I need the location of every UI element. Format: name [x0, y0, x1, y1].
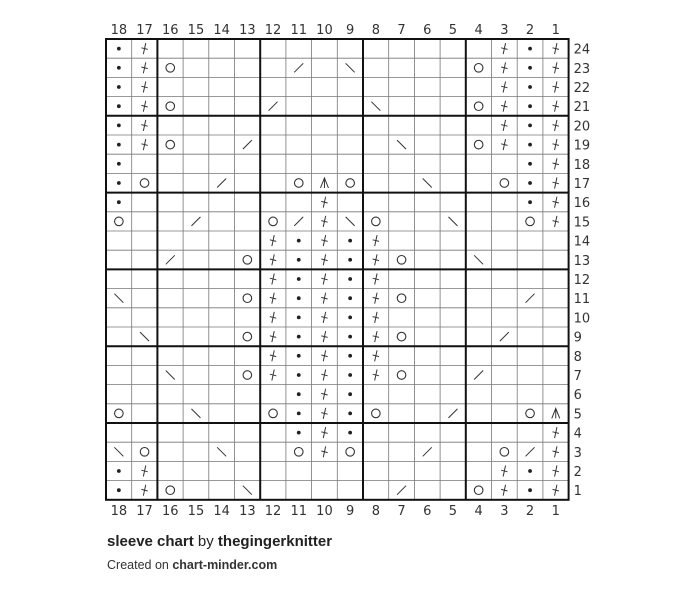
twisted-stitch-symbol — [373, 350, 379, 361]
yarn-over-circle-symbol — [166, 64, 175, 73]
row-number: 2 — [573, 465, 582, 480]
row-number: 18 — [573, 157, 591, 173]
left-slant-decrease-symbol — [191, 409, 200, 418]
twisted-stitch-symbol — [321, 350, 327, 361]
purl-dot-symbol — [348, 392, 352, 396]
column-number-top: 3 — [500, 23, 509, 38]
yarn-over-circle-symbol — [115, 217, 124, 226]
yarn-over-circle-symbol — [140, 179, 149, 188]
yarn-over-circle-symbol — [140, 448, 149, 457]
right-slant-decrease-symbol — [397, 486, 406, 495]
left-slant-decrease-symbol — [397, 140, 406, 149]
row-number: 22 — [573, 81, 591, 96]
column-number-top: 13 — [239, 23, 256, 38]
left-slant-decrease-symbol — [474, 255, 483, 264]
row-number: 6 — [573, 388, 582, 404]
left-slant-decrease-symbol — [114, 447, 123, 456]
purl-dot-symbol — [348, 431, 352, 435]
yarn-over-circle-symbol — [294, 179, 303, 188]
column-number-bottom: 4 — [474, 503, 483, 519]
yarn-over-circle-symbol — [397, 255, 406, 264]
yarn-over-circle-symbol — [397, 294, 406, 303]
column-number-bottom: 5 — [448, 503, 458, 519]
column-number-bottom: 3 — [500, 503, 509, 519]
twisted-stitch-symbol — [501, 466, 507, 477]
right-slant-decrease-symbol — [269, 102, 278, 111]
twisted-stitch-symbol — [553, 178, 559, 189]
twisted-stitch-symbol — [141, 120, 147, 131]
credit-line — [107, 558, 332, 572]
left-slant-decrease-symbol — [346, 63, 355, 72]
left-slant-decrease-symbol — [243, 486, 252, 495]
purl-dot-symbol — [348, 373, 352, 377]
column-number-bottom: 12 — [264, 503, 282, 519]
left-slant-decrease-symbol — [114, 294, 123, 303]
yarn-over-circle-symbol — [115, 409, 124, 418]
purl-dot-symbol — [528, 162, 532, 166]
created-prefix: Created on — [107, 558, 169, 572]
purl-dot-symbol — [348, 316, 352, 320]
twisted-stitch-symbol — [501, 62, 507, 73]
yarn-over-circle-symbol — [166, 486, 175, 495]
twisted-stitch-symbol — [321, 293, 327, 304]
purl-dot-symbol — [297, 431, 301, 435]
title-line — [107, 533, 332, 550]
twisted-stitch-symbol — [553, 158, 559, 169]
twisted-stitch-symbol — [553, 43, 559, 54]
twisted-stitch-symbol — [321, 235, 327, 246]
yarn-over-circle-symbol — [474, 486, 483, 495]
purl-dot-symbol — [297, 239, 301, 243]
column-number-top: 7 — [397, 23, 406, 38]
yarn-over-circle-symbol — [500, 179, 509, 188]
right-slant-decrease-symbol — [500, 332, 509, 341]
twisted-stitch-symbol — [553, 101, 559, 112]
column-number-top: 14 — [213, 23, 230, 38]
purl-dot-symbol — [117, 143, 121, 147]
row-number: 7 — [573, 369, 582, 384]
row-number: 15 — [573, 215, 591, 231]
yarn-over-circle-symbol — [269, 217, 278, 226]
right-slant-decrease-symbol — [526, 294, 535, 303]
right-slant-decrease-symbol — [423, 447, 432, 456]
twisted-stitch-symbol — [270, 312, 276, 323]
twisted-stitch-symbol — [321, 427, 327, 438]
twisted-stitch-symbol — [141, 62, 147, 73]
right-slant-decrease-symbol — [474, 371, 483, 380]
purl-dot-symbol — [117, 66, 121, 70]
twisted-stitch-symbol — [141, 466, 147, 477]
row-number: 3 — [573, 445, 582, 461]
row-number: 24 — [573, 42, 591, 58]
column-number-top: 17 — [136, 23, 153, 38]
column-number-bottom: 14 — [213, 503, 230, 519]
author-name[interactable]: thegingerknitter — [217, 533, 333, 550]
purl-dot-symbol — [528, 143, 532, 147]
purl-dot-symbol — [528, 124, 532, 128]
left-slant-decrease-symbol — [140, 332, 149, 341]
column-number-bottom: 6 — [423, 503, 432, 519]
purl-dot-symbol — [528, 66, 532, 70]
twisted-stitch-symbol — [321, 331, 327, 342]
twisted-stitch-symbol — [141, 101, 147, 112]
yarn-over-circle-symbol — [243, 371, 252, 380]
column-number-top: 16 — [161, 23, 179, 38]
twisted-stitch-symbol — [553, 427, 559, 438]
row-number: 17 — [573, 177, 591, 192]
twisted-stitch-symbol — [553, 485, 559, 496]
column-number-bottom: 13 — [239, 503, 256, 519]
right-slant-decrease-symbol — [191, 217, 200, 226]
twisted-stitch-symbol — [501, 485, 507, 496]
twisted-stitch-symbol — [553, 197, 559, 208]
yarn-over-circle-symbol — [372, 409, 381, 418]
yarn-over-circle-symbol — [243, 255, 252, 264]
left-slant-decrease-symbol — [448, 217, 457, 226]
twisted-stitch-symbol — [141, 485, 147, 496]
column-number-top: 11 — [290, 23, 308, 38]
column-number-bottom: 18 — [110, 503, 128, 519]
column-number-bottom: 7 — [397, 503, 406, 519]
yarn-over-circle-symbol — [372, 217, 381, 226]
twisted-stitch-symbol — [321, 216, 327, 227]
twisted-stitch-symbol — [373, 254, 379, 265]
twisted-stitch-symbol — [321, 446, 327, 457]
left-slant-decrease-symbol — [217, 447, 226, 456]
purl-dot-symbol — [117, 162, 121, 166]
purl-dot-symbol — [297, 392, 301, 396]
left-slant-decrease-symbol — [346, 217, 355, 226]
twisted-stitch-symbol — [270, 235, 276, 246]
purl-dot-symbol — [528, 488, 532, 492]
twisted-stitch-symbol — [501, 82, 507, 93]
twisted-stitch-symbol — [553, 466, 559, 477]
column-number-top: 9 — [346, 23, 355, 38]
row-number: 9 — [573, 330, 582, 346]
purl-dot-symbol — [117, 200, 121, 204]
column-number-bottom: 17 — [136, 503, 153, 519]
left-slant-decrease-symbol — [423, 179, 432, 188]
purl-dot-symbol — [348, 412, 352, 416]
row-number: 13 — [573, 253, 591, 269]
purl-dot-symbol — [297, 412, 301, 416]
twisted-stitch-symbol — [321, 370, 327, 381]
row-number: 8 — [573, 349, 582, 365]
column-number-bottom: 1 — [551, 503, 560, 519]
yarn-over-circle-symbol — [397, 332, 406, 341]
row-number: 21 — [573, 100, 591, 116]
right-slant-decrease-symbol — [166, 255, 175, 264]
twisted-stitch-symbol — [553, 120, 559, 131]
purl-dot-symbol — [297, 316, 301, 320]
yarn-over-circle-symbol — [526, 409, 535, 418]
row-number: 4 — [573, 426, 582, 442]
column-number-bottom: 16 — [161, 503, 179, 519]
purl-dot-symbol — [348, 335, 352, 339]
twisted-stitch-symbol — [501, 43, 507, 54]
purl-dot-symbol — [348, 277, 352, 281]
row-number: 10 — [573, 311, 591, 327]
twisted-stitch-symbol — [373, 312, 379, 323]
purl-dot-symbol — [528, 200, 532, 204]
twisted-stitch-symbol — [501, 101, 507, 112]
left-slant-decrease-symbol — [166, 371, 175, 380]
purl-dot-symbol — [528, 85, 532, 89]
twisted-stitch-symbol — [270, 331, 276, 342]
twisted-stitch-symbol — [141, 43, 147, 54]
column-number-top: 8 — [371, 23, 380, 38]
twisted-stitch-symbol — [373, 293, 379, 304]
right-slant-decrease-symbol — [217, 179, 226, 188]
twisted-stitch-symbol — [553, 82, 559, 93]
purl-dot-symbol — [117, 85, 121, 89]
twisted-stitch-symbol — [321, 197, 327, 208]
twisted-stitch-symbol — [501, 139, 507, 150]
right-slant-decrease-symbol — [526, 447, 535, 456]
column-number-bottom: 2 — [525, 503, 535, 519]
yarn-over-circle-symbol — [166, 140, 175, 149]
purl-dot-symbol — [297, 277, 301, 281]
purl-dot-symbol — [528, 469, 532, 473]
purl-dot-symbol — [297, 335, 301, 339]
purl-dot-symbol — [297, 354, 301, 358]
twisted-stitch-symbol — [373, 370, 379, 381]
column-number-bottom: 15 — [187, 503, 205, 519]
chart-caption — [107, 533, 332, 572]
yarn-over-circle-symbol — [474, 64, 483, 73]
purl-dot-symbol — [117, 124, 121, 128]
right-slant-decrease-symbol — [294, 63, 303, 72]
purl-dot-symbol — [348, 354, 352, 358]
row-number: 16 — [573, 196, 591, 212]
purl-dot-symbol — [297, 258, 301, 262]
left-slant-decrease-symbol — [371, 102, 380, 111]
yarn-over-circle-symbol — [294, 448, 303, 457]
yarn-over-circle-symbol — [243, 294, 252, 303]
purl-dot-symbol — [348, 258, 352, 262]
twisted-stitch-symbol — [501, 120, 507, 131]
purl-dot-symbol — [528, 181, 532, 185]
column-number-top: 12 — [264, 23, 282, 38]
row-number: 11 — [573, 292, 591, 308]
twisted-stitch-symbol — [321, 274, 327, 285]
column-number-top: 4 — [474, 23, 483, 38]
purl-dot-symbol — [348, 239, 352, 243]
purl-dot-symbol — [297, 296, 301, 300]
column-number-top: 15 — [187, 23, 205, 38]
site-link[interactable]: chart-minder.com — [172, 558, 278, 572]
row-number: 5 — [573, 407, 582, 423]
yarn-over-circle-symbol — [269, 409, 278, 418]
yarn-over-circle-symbol — [166, 102, 175, 111]
yarn-over-circle-symbol — [474, 102, 483, 111]
twisted-stitch-symbol — [373, 331, 379, 342]
row-number: 14 — [573, 234, 591, 250]
twisted-stitch-symbol — [321, 389, 327, 400]
row-number: 12 — [573, 273, 591, 288]
purl-dot-symbol — [117, 469, 121, 473]
centered-double-decrease-symbol — [552, 408, 560, 418]
column-number-bottom: 9 — [346, 503, 355, 519]
column-number-top: 10 — [316, 23, 333, 38]
twisted-stitch-symbol — [373, 235, 379, 246]
row-number: 1 — [573, 484, 582, 500]
column-number-top: 6 — [423, 23, 432, 38]
twisted-stitch-symbol — [321, 312, 327, 323]
purl-dot-symbol — [297, 373, 301, 377]
row-number: 20 — [573, 119, 591, 135]
yarn-over-circle-symbol — [346, 448, 355, 457]
twisted-stitch-symbol — [270, 293, 276, 304]
yarn-over-circle-symbol — [346, 179, 355, 188]
chart-title: sleeve chart — [107, 533, 194, 550]
yarn-over-circle-symbol — [474, 140, 483, 149]
yarn-over-circle-symbol — [526, 217, 535, 226]
yarn-over-circle-symbol — [243, 332, 252, 341]
column-number-bottom: 8 — [371, 503, 380, 519]
twisted-stitch-symbol — [270, 274, 276, 285]
column-number-top: 5 — [448, 23, 458, 38]
right-slant-decrease-symbol — [294, 217, 303, 226]
purl-dot-symbol — [117, 47, 121, 51]
column-number-bottom: 10 — [316, 503, 333, 519]
twisted-stitch-symbol — [373, 274, 379, 285]
twisted-stitch-symbol — [553, 62, 559, 73]
column-number-top: 1 — [551, 23, 560, 38]
twisted-stitch-symbol — [553, 216, 559, 227]
twisted-stitch-symbol — [270, 254, 276, 265]
purl-dot-symbol — [117, 488, 121, 492]
twisted-stitch-symbol — [141, 82, 147, 93]
purl-dot-symbol — [117, 181, 121, 185]
twisted-stitch-symbol — [553, 139, 559, 150]
twisted-stitch-symbol — [141, 139, 147, 150]
right-slant-decrease-symbol — [243, 140, 252, 149]
twisted-stitch-symbol — [270, 350, 276, 361]
column-number-top: 2 — [525, 23, 535, 38]
right-slant-decrease-symbol — [448, 409, 457, 418]
purl-dot-symbol — [528, 47, 532, 51]
yarn-over-circle-symbol — [397, 371, 406, 380]
twisted-stitch-symbol — [321, 408, 327, 419]
column-number-bottom: 11 — [290, 503, 308, 519]
column-number-top: 18 — [110, 23, 128, 38]
by-word: by — [197, 533, 214, 550]
centered-double-decrease-symbol — [320, 178, 328, 188]
purl-dot-symbol — [117, 104, 121, 108]
twisted-stitch-symbol — [270, 370, 276, 381]
twisted-stitch-symbol — [321, 254, 327, 265]
purl-dot-symbol — [348, 296, 352, 300]
yarn-over-circle-symbol — [500, 448, 509, 457]
twisted-stitch-symbol — [553, 446, 559, 457]
row-number: 23 — [573, 61, 591, 77]
purl-dot-symbol — [528, 104, 532, 108]
row-number: 19 — [573, 138, 591, 154]
